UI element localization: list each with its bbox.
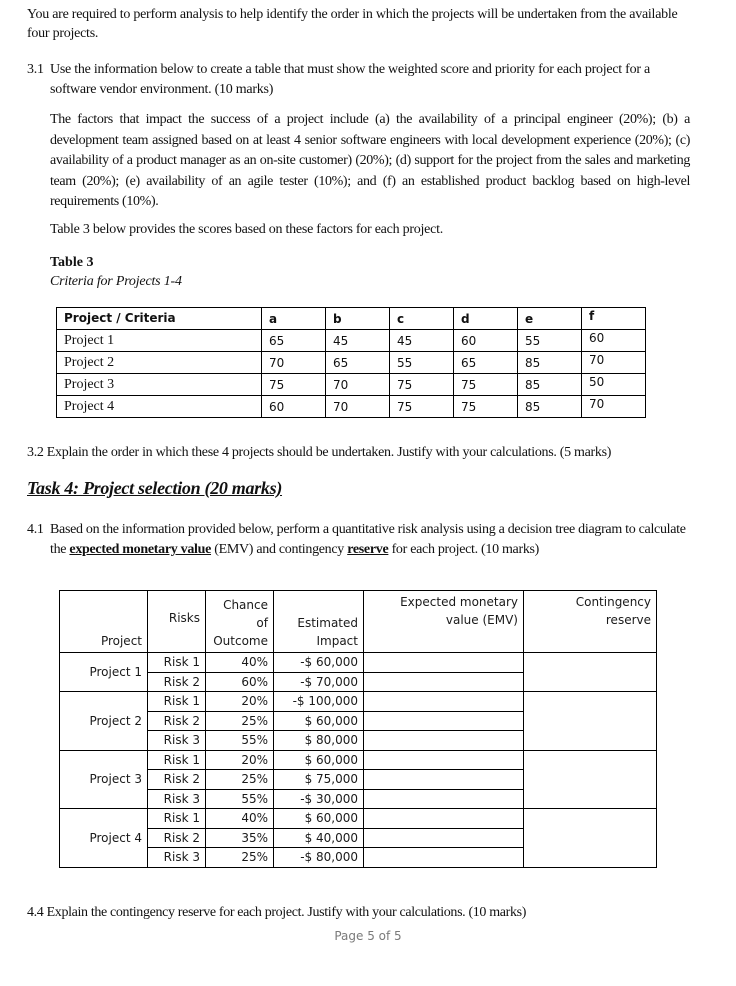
score-cell: 60 — [262, 396, 326, 418]
emv-cell — [364, 828, 524, 848]
score-cell: 65 — [262, 330, 326, 352]
risk-analysis-table — [59, 590, 657, 868]
project-cell: Project 4 — [60, 809, 148, 868]
header-project: Project — [60, 591, 148, 653]
score-cell: 75 — [262, 374, 326, 396]
score-cell: 75 — [390, 374, 454, 396]
question-3-2: 3.2 Explain the order in which these 4 projects should be undertaken. Justify with your calculations. (5 marks) — [27, 445, 612, 460]
header-line: Impact — [316, 634, 358, 648]
score-cell: 65 — [326, 352, 390, 374]
impact-cell: -$ 80,000 — [274, 848, 364, 868]
question-number: 3.1 — [27, 62, 44, 77]
task-4-heading: Task 4: Project selection (20 marks) — [27, 478, 283, 498]
score-cell: 75 — [454, 396, 518, 418]
page-number: Page 5 of 5 — [334, 929, 402, 943]
contingency-cell — [524, 692, 657, 751]
contingency-cell — [524, 653, 657, 692]
table-row — [60, 692, 657, 712]
header-cell: d — [454, 308, 518, 330]
emv-cell — [364, 848, 524, 868]
risk-cell: Risk 1 — [148, 809, 206, 829]
table-header-row — [57, 308, 646, 330]
score-cell: 70 — [326, 374, 390, 396]
score-cell: 55 — [390, 352, 454, 374]
risk-cell: Risk 1 — [148, 653, 206, 673]
risk-cell: Risk 3 — [148, 848, 206, 868]
contingency-cell — [524, 809, 657, 868]
score-cell: 85 — [518, 352, 582, 374]
impact-cell: $ 60,000 — [274, 750, 364, 770]
chance-cell: 20% — [206, 692, 274, 712]
question-3-1 — [27, 60, 697, 100]
question-text: Use the information below to create a table that must show the weighted score and priority for each project for a software vendor environment. (10 marks) — [50, 62, 650, 97]
risk-cell: Risk 2 — [148, 711, 206, 731]
contingency-cell — [524, 750, 657, 809]
header-cell: c — [390, 308, 454, 330]
intro-paragraph: You are required to perform analysis to help identify the order in which the projects will be undertaken from the available four projects. — [27, 7, 678, 41]
score-cell: 75 — [390, 396, 454, 418]
text-segment: Based on the information provided below, perform a quantitative risk analysis using a decision tree diagram to calculate the — [50, 522, 686, 557]
score-cell: 45 — [326, 330, 390, 352]
score-cell: 55 — [518, 330, 582, 352]
header-contingency — [524, 591, 657, 653]
emv-cell — [364, 731, 524, 751]
emphasis-reserve: reserve — [347, 542, 389, 557]
table-row — [57, 396, 646, 418]
question-4-1 — [27, 520, 687, 560]
project-cell: Project 3 — [57, 374, 262, 396]
project-cell: Project 1 — [57, 330, 262, 352]
impact-cell: -$ 70,000 — [274, 672, 364, 692]
emv-cell — [364, 653, 524, 673]
chance-cell: 25% — [206, 848, 274, 868]
chance-cell: 55% — [206, 789, 274, 809]
emv-cell — [364, 770, 524, 790]
impact-cell: $ 60,000 — [274, 809, 364, 829]
chance-cell: 35% — [206, 828, 274, 848]
criteria-table — [56, 307, 646, 418]
project-cell: Project 2 — [57, 352, 262, 374]
risk-cell: Risk 1 — [148, 692, 206, 712]
risk-cell: Risk 2 — [148, 770, 206, 790]
impact-cell: -$ 100,000 — [274, 692, 364, 712]
impact-cell: $ 75,000 — [274, 770, 364, 790]
project-cell: Project 3 — [60, 750, 148, 809]
header-cell: b — [326, 308, 390, 330]
chance-cell: 55% — [206, 731, 274, 751]
score-cell: 85 — [518, 396, 582, 418]
risk-cell: Risk 1 — [148, 750, 206, 770]
table-row — [57, 352, 646, 374]
table-note: Table 3 below provides the scores based on these factors for each project. — [50, 222, 443, 237]
impact-cell: $ 40,000 — [274, 828, 364, 848]
table-row — [60, 653, 657, 673]
score-cell: 65 — [454, 352, 518, 374]
chance-cell: 20% — [206, 750, 274, 770]
risk-cell: Risk 2 — [148, 672, 206, 692]
table-row — [57, 374, 646, 396]
risk-cell: Risk 2 — [148, 828, 206, 848]
risk-cell: Risk 3 — [148, 731, 206, 751]
score-cell: 70 — [582, 396, 646, 418]
text-segment: for each project. (10 marks) — [388, 542, 540, 557]
table-caption: Criteria for Projects 1-4 — [50, 274, 182, 289]
table-header-row — [60, 591, 657, 653]
header-impact — [274, 591, 364, 653]
emv-cell — [364, 711, 524, 731]
header-cell: a — [262, 308, 326, 330]
table-row — [60, 750, 657, 770]
score-cell: 70 — [326, 396, 390, 418]
header-risks: Risks — [148, 591, 206, 653]
table-row — [57, 330, 646, 352]
project-cell: Project 4 — [57, 396, 262, 418]
header-line: of — [256, 616, 268, 630]
header-cell: e — [518, 308, 582, 330]
text-segment: (EMV) and contingency — [211, 542, 348, 557]
score-cell: 45 — [390, 330, 454, 352]
table-label: Table 3 — [50, 255, 94, 270]
score-cell: 75 — [454, 374, 518, 396]
emphasis-emv: expected monetary value — [69, 542, 212, 557]
chance-cell: 40% — [206, 653, 274, 673]
header-cell: Project / Criteria — [57, 308, 262, 330]
emv-cell — [364, 809, 524, 829]
header-line: Outcome — [213, 634, 268, 648]
header-line: Estimated — [297, 616, 358, 630]
header-chance — [206, 591, 274, 653]
emv-cell — [364, 789, 524, 809]
score-cell: 60 — [454, 330, 518, 352]
chance-cell: 60% — [206, 672, 274, 692]
question-4-4: 4.4 Explain the contingency reserve for each project. Justify with your calculations. (10 marks) — [27, 905, 527, 920]
emv-cell — [364, 672, 524, 692]
question-number: 4.1 — [27, 522, 44, 537]
header-emv — [364, 591, 524, 653]
risk-cell: Risk 3 — [148, 789, 206, 809]
header-cell: f — [582, 308, 646, 330]
score-cell: 50 — [582, 374, 646, 396]
header-line: reserve — [605, 613, 651, 627]
header-line: Expected monetary — [400, 595, 518, 609]
impact-cell: $ 60,000 — [274, 711, 364, 731]
emv-cell — [364, 750, 524, 770]
project-cell: Project 2 — [60, 692, 148, 751]
impact-cell: -$ 60,000 — [274, 653, 364, 673]
factors-paragraph: The factors that impact the success of a project include (a) the availability of a principal engineer (20%); (b) a development team assigned based on at least 4 senior software engineers with local development experience (20%); (c) availability of a product manager as an on-site customer) (20%); (d) support for the project from the sales and marketing team (20%); (e) availability of an agile tester (10%); and (f) an established product backlog based on high-level requirements (10%). — [50, 112, 690, 209]
emv-cell — [364, 692, 524, 712]
chance-cell: 25% — [206, 770, 274, 790]
impact-cell: -$ 30,000 — [274, 789, 364, 809]
impact-cell: $ 80,000 — [274, 731, 364, 751]
score-cell: 70 — [582, 352, 646, 374]
header-line: Contingency — [575, 595, 651, 609]
header-line: value (EMV) — [445, 613, 518, 627]
chance-cell: 40% — [206, 809, 274, 829]
chance-cell: 25% — [206, 711, 274, 731]
score-cell: 70 — [262, 352, 326, 374]
score-cell: 60 — [582, 330, 646, 352]
header-line: Chance — [223, 598, 268, 612]
question-text — [50, 520, 687, 560]
table-row — [60, 809, 657, 829]
project-cell: Project 1 — [60, 653, 148, 692]
score-cell: 85 — [518, 374, 582, 396]
